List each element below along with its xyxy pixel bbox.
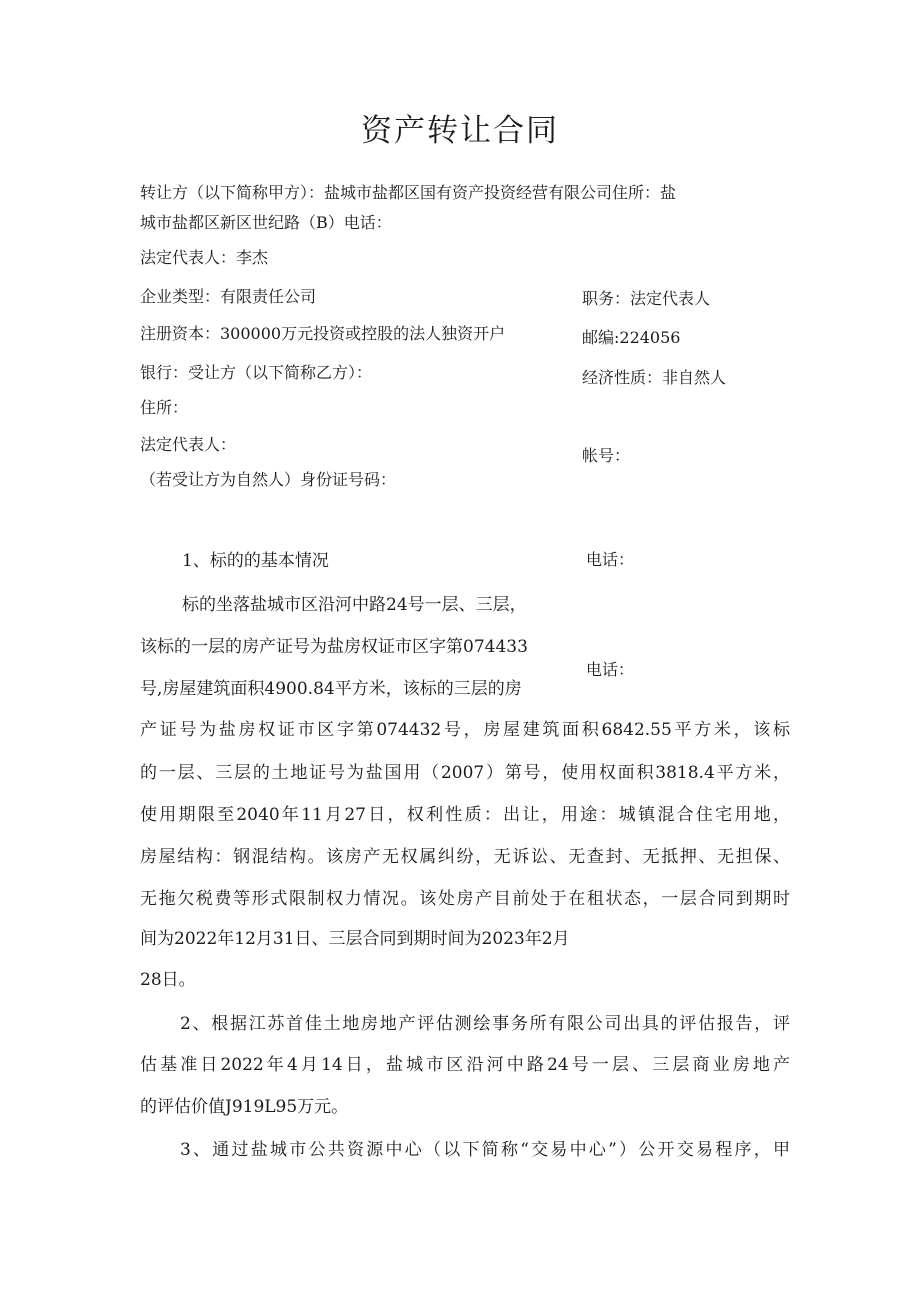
- transferee-residence: 住所：: [140, 398, 189, 417]
- document-title: 资产转让合同: [361, 113, 559, 149]
- section-1-line: 产证号为盐房权证市区字第074432号，房屋建筑面积6842.55平方米，该标: [140, 720, 790, 740]
- section-1-line: 28日。: [140, 970, 196, 990]
- company-type: 企业类型：有限责任公司: [140, 287, 317, 306]
- section-1-line: 的一层、三层的土地证号为盐国用（2007）第号，使用权面积3818.4平方米，: [140, 763, 790, 783]
- section-1-heading: 1、标的的基本情况: [182, 551, 329, 571]
- transferor-line-1: 转让方（以下简称甲方）：盐城市盐都区国有资产投资经营有限公司住所：盐: [140, 183, 677, 202]
- section-1-line: 该标的一层的房产证号为盐房权证市区字第074433: [140, 637, 528, 657]
- section-1-line: 无拖欠税费等形式限制权力情况。该处房产目前处于在租状态，一层合同到期时: [140, 889, 790, 909]
- position: 职务：法定代表人: [582, 289, 711, 308]
- postcode: 邮编:224056: [582, 328, 681, 347]
- account-number: 帐号：: [582, 446, 631, 465]
- section-1-line: 标的坐落盐城市区沿河中路24号一层、三层，: [182, 595, 527, 615]
- section-2-line: 的评估价值J919L95万元。: [140, 1097, 349, 1117]
- transferee-legal-rep: 法定代表人：: [140, 435, 237, 454]
- phone-label-2: 电话：: [586, 660, 635, 679]
- section-1-line: 使用期限至2040年11月27日，权利性质：出让，用途：城镇混合住宅用地，: [140, 805, 790, 825]
- section-1-line: 房屋结构：钢混结构。该房产无权属纠纷，无诉讼、无查封、无抵押、无担保、: [140, 847, 790, 867]
- legal-representative: 法定代表人：李杰: [140, 248, 269, 267]
- transferor-line-2: 城市盐都区新区世纪路（B）电话：: [140, 213, 392, 232]
- phone-label-1: 电话：: [586, 550, 635, 569]
- section-3-line: 3、通过盐城市公共资源中心（以下简称“交易中心”）公开交易程序，甲: [180, 1140, 790, 1160]
- economic-nature: 经济性质：非自然人: [582, 368, 727, 387]
- section-2-line: 估基准日2022年4月14日，盐城市区沿河中路24号一层、三层商业房地产: [140, 1055, 790, 1075]
- section-1-line: 号,房屋建筑面积4900.84平方米，该标的三层的房: [140, 679, 522, 699]
- section-2-line: 2、根据江苏首佳土地房地产评估测绘事务所有限公司出具的评估报告，评: [180, 1014, 790, 1034]
- id-number: （若受让方为自然人）身份证号码：: [140, 470, 397, 489]
- section-1-line: 间为2022年12月31日、三层合同到期时间为2023年2月: [140, 929, 570, 949]
- bank-transferee: 银行：受让方（以下简称乙方）：: [140, 363, 373, 382]
- registered-capital: 注册资本：300000万元投资或控股的法人独资开户: [140, 324, 506, 343]
